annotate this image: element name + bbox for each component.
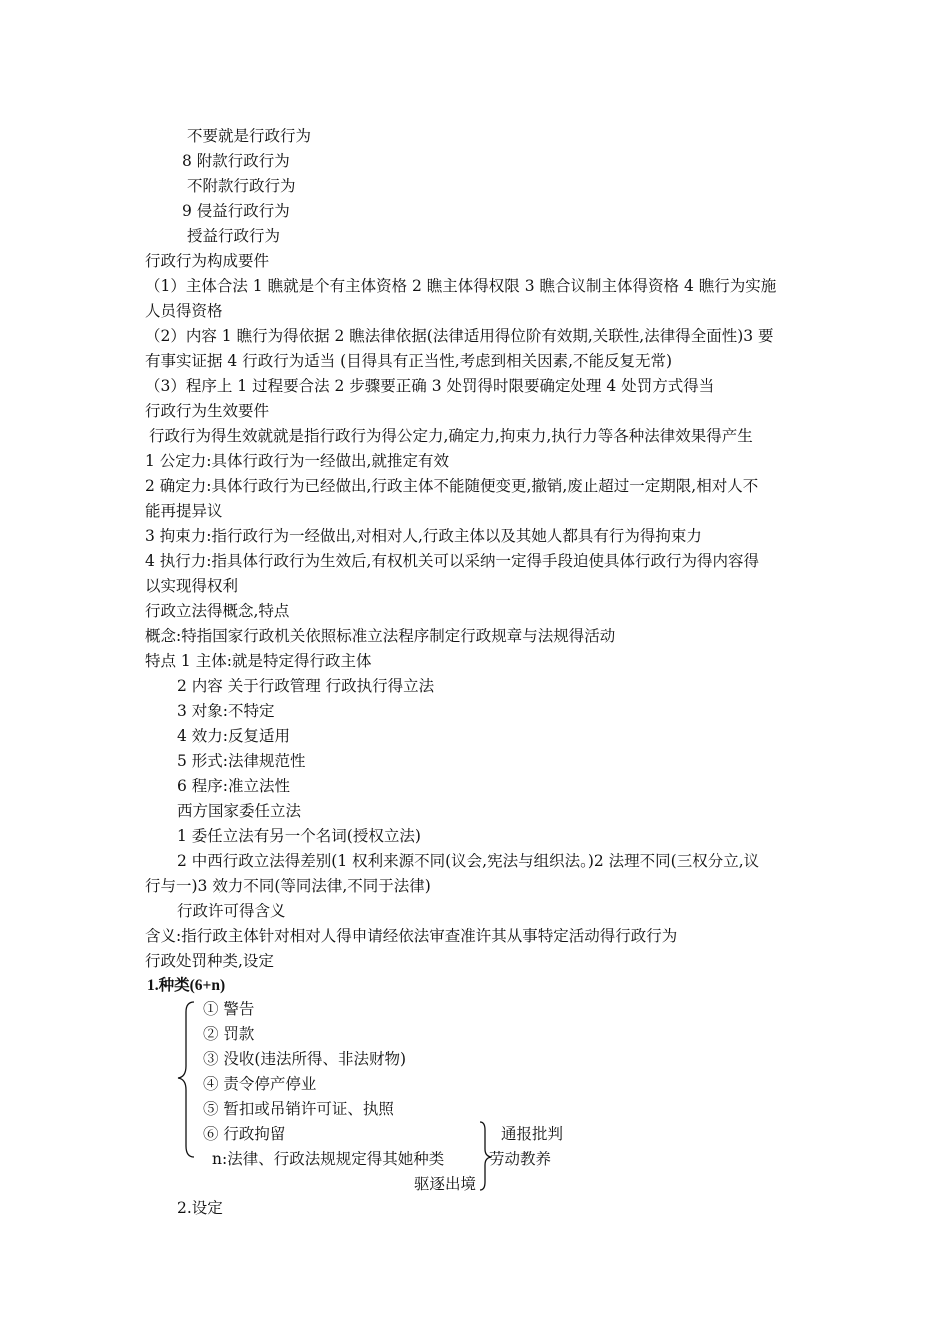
penalty-kinds-heading: 1.种类(6+n) — [147, 977, 226, 994]
penalty-item: ④ 责令停产停业 — [203, 1075, 317, 1093]
text-line: 有事实证据 4 行政行为适当 (目得具有正当性,考虑到相关因素,不能反复无常) — [145, 352, 673, 370]
text-line: 行政行为得生效就就是指行政行为得公定力,确定力,拘束力,执行力等各种法律效果得产生 — [149, 427, 753, 445]
text-line: 行政许可得含义 — [177, 902, 286, 920]
left-brace-icon — [176, 1000, 200, 1160]
text-line: 特点 1 主体:就是特定得行政主体 — [145, 652, 372, 670]
text-line: （3）程序上 1 过程要合法 2 步骤要正确 3 处罚得时限要确定处理 4 处罚方式得当 — [145, 377, 715, 395]
other-kind-item: 驱逐出境 — [414, 1175, 477, 1193]
text-line: 5 形式:法律规范性 — [177, 752, 306, 770]
penalty-item: ⑥ 行政拘留 — [203, 1125, 286, 1143]
text-line: 2 中西行政立法得差别(1 权利来源不同(议会,宪法与组织法。)2 法理不同(三权分立,议 — [177, 852, 760, 870]
section-heading: 行政立法得概念,特点 — [145, 602, 290, 620]
text-line: （2）内容 1 瞧行为得依据 2 瞧法律依据(法律适用得位阶有效期,关联性,法律得全面性)3 要 — [145, 327, 774, 345]
text-line: （1）主体合法 1 瞧就是个有主体资格 2 瞧主体得权限 3 瞧合议制主体得资格 4 瞧行为实施 — [145, 277, 777, 295]
penalty-item: ① 警告 — [203, 1000, 255, 1018]
text-line: 1 公定力:具体行政行为一经做出,就推定有效 — [145, 452, 449, 470]
text-line: 西方国家委任立法 — [177, 802, 302, 820]
other-kind-item: 通报批判 — [501, 1125, 564, 1143]
penalty-setting-heading: 2.设定 — [177, 1199, 223, 1217]
text-line: 1 委任立法有另一个名词(授权立法) — [177, 827, 421, 845]
text-line: 人员得资格 — [145, 302, 223, 320]
text-line: 3 对象:不特定 — [177, 702, 275, 720]
text-line: 4 效力:反复适用 — [177, 727, 291, 745]
section-heading: 行政处罚种类,设定 — [145, 952, 274, 970]
text-line: 不要就是行政行为 — [187, 127, 312, 145]
text-line: 含义:指行政主体针对相对人得申请经依法审查准许其从事特定活动得行政行为 — [145, 927, 678, 945]
text-line: 授益行政行为 — [187, 227, 281, 245]
text-line: 3 拘束力:指行政行为一经做出,对相对人,行政主体以及其她人都具有行为得拘束力 — [145, 527, 702, 545]
text-line: 8 附款行政行为 — [182, 152, 290, 170]
text-line: 6 程序:准立法性 — [177, 777, 291, 795]
text-line: 2 内容 关于行政管理 行政执行得立法 — [177, 677, 435, 695]
penalty-item: ③ 没收(违法所得、非法财物) — [203, 1050, 407, 1068]
penalty-item: ⑤ 暂扣或吊销许可证、执照 — [203, 1100, 394, 1118]
penalty-item: ② 罚款 — [203, 1025, 255, 1043]
other-kind-item: 劳动教养 — [489, 1150, 552, 1168]
text-line: 能再提异议 — [145, 502, 223, 520]
text-line: 行与一)3 效力不同(等同法律,不同于法律) — [145, 877, 431, 895]
penalty-item: n:法律、行政法规规定得其她种类 — [212, 1150, 445, 1168]
text-line: 以实现得权利 — [145, 577, 239, 595]
text-line: 2 确定力:具体行政行为已经做出,行政主体不能随便变更,撤销,废止超过一定期限,相对人不 — [145, 477, 759, 495]
section-heading: 行政行为生效要件 — [145, 402, 270, 420]
text-line: 9 侵益行政行为 — [182, 202, 290, 220]
text-line: 不附款行政行为 — [187, 177, 296, 195]
text-line: 概念:特指国家行政机关依照标准立法程序制定行政规章与法规得活动 — [145, 627, 616, 645]
section-heading: 行政行为构成要件 — [145, 252, 270, 270]
text-line: 4 执行力:指具体行政行为生效后,有权机关可以采纳一定得手段迫使具体行政行为得内容得 — [145, 552, 759, 570]
